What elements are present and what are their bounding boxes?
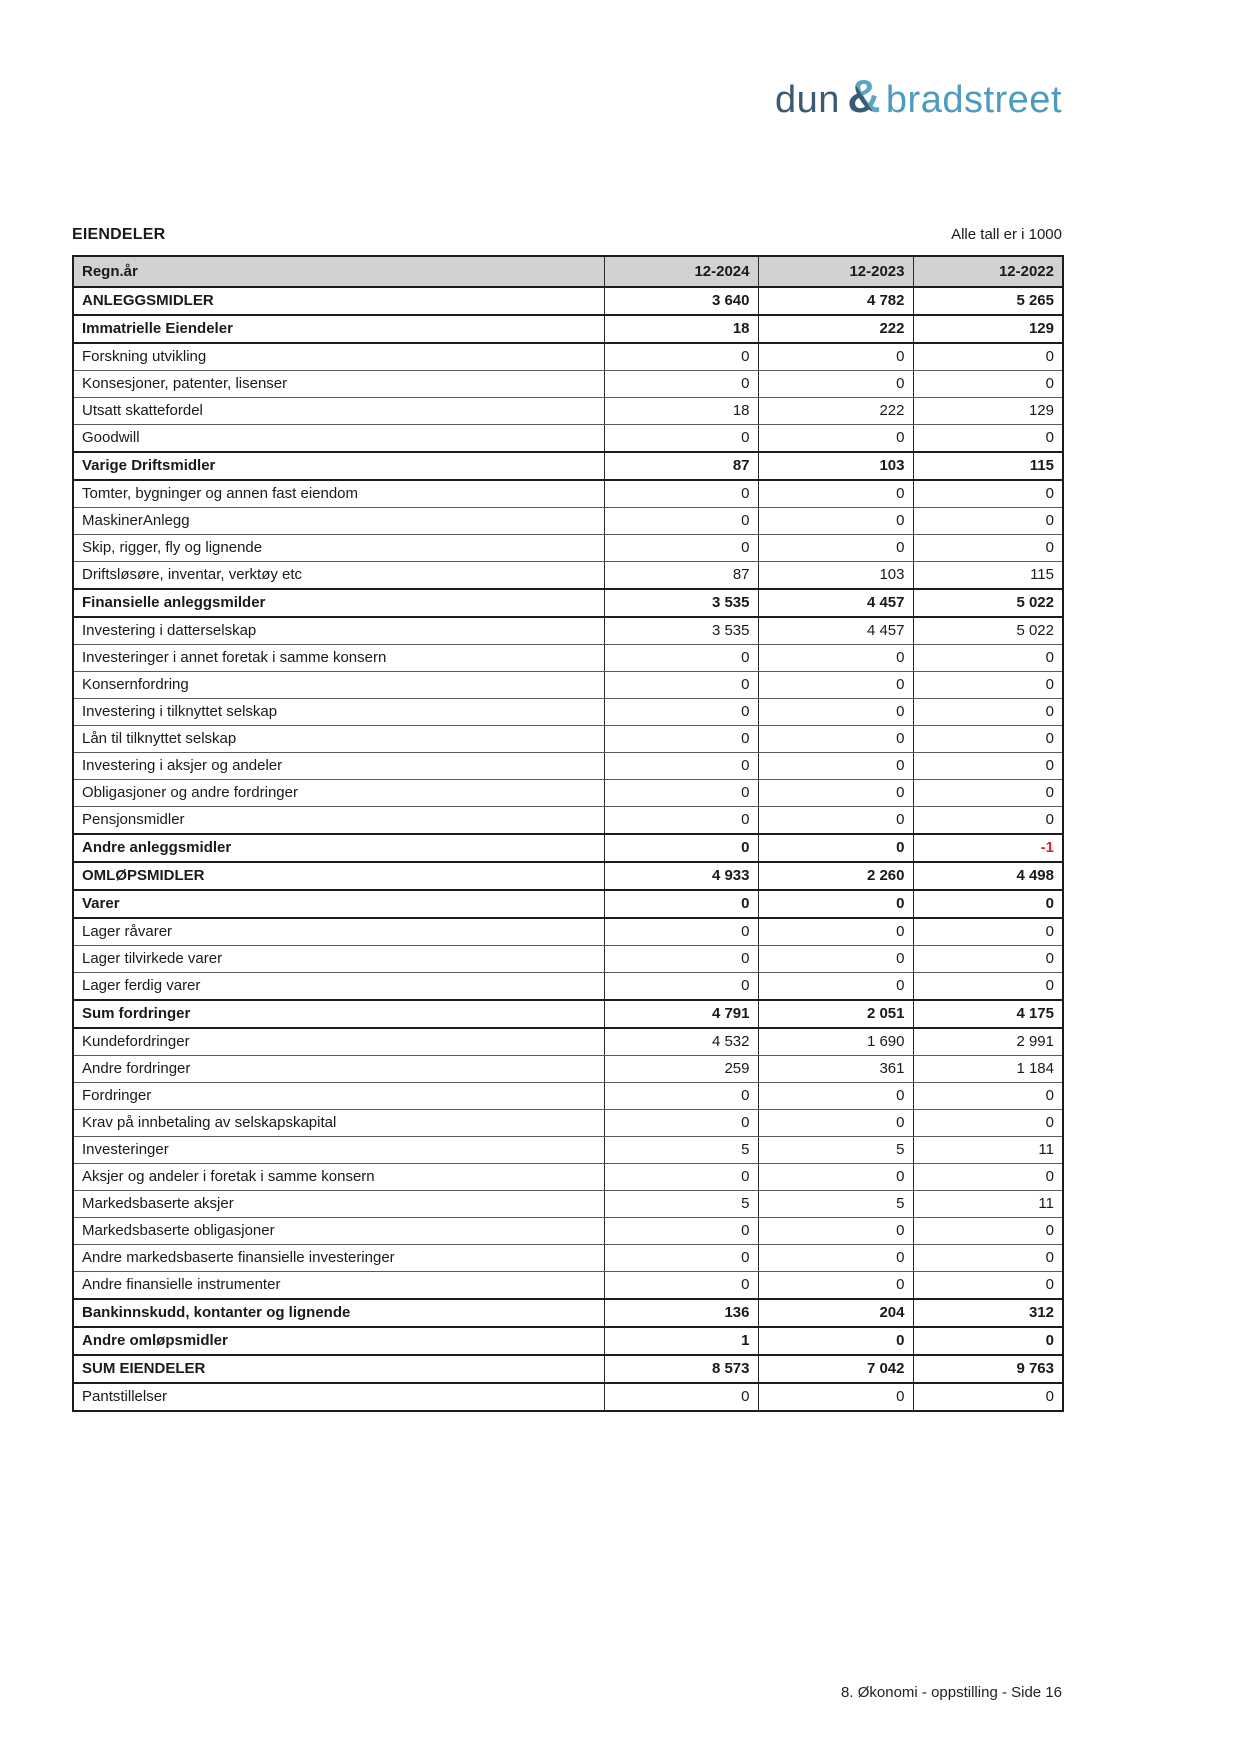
cell-value: 0 [604,508,758,535]
table-row [73,1383,1063,1411]
cell-value: 0 [604,726,758,753]
table-row [73,753,1063,780]
cell-value: 0 [913,780,1063,807]
row-label: Andre finansielle instrumenter [73,1272,604,1300]
table-row [73,315,1063,343]
cell-value: 222 [758,315,913,343]
cell-value: 0 [758,645,913,672]
cell-value: 0 [604,480,758,508]
cell-value: 0 [758,425,913,453]
table-row [73,287,1063,315]
row-label: Markedsbaserte aksjer [73,1191,604,1218]
cell-value: 7 042 [758,1355,913,1383]
table-row [73,343,1063,371]
cell-value: 0 [758,672,913,699]
cell-value: 0 [604,1164,758,1191]
cell-value: 115 [913,452,1063,480]
cell-value: 0 [604,973,758,1001]
cell-value: 204 [758,1299,913,1327]
column-header-2022: 12-2022 [913,256,1063,287]
table-row [73,807,1063,835]
table-row [73,1028,1063,1056]
cell-value: 129 [913,398,1063,425]
cell-value: 0 [913,1083,1063,1110]
cell-value: 0 [604,1245,758,1272]
cell-value: 0 [758,1383,913,1411]
cell-value: 5 [604,1191,758,1218]
row-label: Andre omløpsmidler [73,1327,604,1355]
cell-value: 4 933 [604,862,758,890]
row-label: Pantstillelser [73,1383,604,1411]
cell-value: 4 457 [758,617,913,645]
table-row [73,946,1063,973]
row-label: Bankinnskudd, kontanter og lignende [73,1299,604,1327]
row-label: Andre markedsbaserte finansielle investeringer [73,1245,604,1272]
cell-value: 0 [604,699,758,726]
cell-value: 18 [604,315,758,343]
column-header-regnar: Regn.år [73,256,604,287]
cell-value: 361 [758,1056,913,1083]
row-label: MaskinerAnlegg [73,508,604,535]
column-header-2023: 12-2023 [758,256,913,287]
cell-value: 0 [604,672,758,699]
cell-value: 1 184 [913,1056,1063,1083]
row-label: Varer [73,890,604,918]
cell-value: 3 535 [604,617,758,645]
table-row [73,508,1063,535]
cell-value: 0 [913,343,1063,371]
cell-value: 0 [604,946,758,973]
row-label: Konsernfordring [73,672,604,699]
cell-value: 0 [913,699,1063,726]
row-label: Investering i aksjer og andeler [73,753,604,780]
row-label: Lager ferdig varer [73,973,604,1001]
row-label: Konsesjoner, patenter, lisenser [73,371,604,398]
cell-value: 0 [913,1164,1063,1191]
cell-value: 18 [604,398,758,425]
cell-value: 0 [758,807,913,835]
cell-value: 0 [758,1083,913,1110]
cell-value: 0 [913,726,1063,753]
cell-value: 0 [913,973,1063,1001]
row-label: Pensjonsmidler [73,807,604,835]
table-body [73,287,1063,1411]
cell-value: 259 [604,1056,758,1083]
cell-value: 0 [604,645,758,672]
cell-value: 2 991 [913,1028,1063,1056]
table-row [73,1110,1063,1137]
svg-text:&: & [847,74,881,122]
table-row [73,480,1063,508]
cell-value: 0 [604,753,758,780]
cell-value: 0 [604,780,758,807]
cell-value: 0 [758,973,913,1001]
cell-value: 0 [913,1327,1063,1355]
table-row [73,452,1063,480]
cell-value: 0 [758,371,913,398]
cell-value: 0 [913,480,1063,508]
cell-value: 0 [913,1218,1063,1245]
cell-value: 0 [604,1383,758,1411]
cell-value: 0 [604,1272,758,1300]
cell-value: 87 [604,562,758,590]
cell-value: 0 [604,807,758,835]
cell-value: 3 535 [604,589,758,617]
cell-value: 0 [758,1218,913,1245]
cell-value: 103 [758,562,913,590]
cell-value: 9 763 [913,1355,1063,1383]
cell-value: 5 [604,1137,758,1164]
cell-value: 8 573 [604,1355,758,1383]
cell-value: 5 [758,1137,913,1164]
table-row [73,1245,1063,1272]
table-row [73,1327,1063,1355]
cell-value: 0 [913,672,1063,699]
cell-value: 0 [758,1164,913,1191]
cell-value: 2 051 [758,1000,913,1028]
cell-value: 0 [913,535,1063,562]
cell-value: 0 [758,918,913,946]
cell-value: 1 690 [758,1028,913,1056]
table-row [73,1191,1063,1218]
table-row [73,371,1063,398]
row-label: Kundefordringer [73,1028,604,1056]
table-row [73,1299,1063,1327]
cell-value: 4 791 [604,1000,758,1028]
row-label: Forskning utvikling [73,343,604,371]
row-label: Krav på innbetaling av selskapskapital [73,1110,604,1137]
table-row [73,1164,1063,1191]
cell-value: 0 [604,918,758,946]
logo-text-bradstreet: bradstreet [885,79,1062,121]
row-label: Fordringer [73,1083,604,1110]
cell-value: 0 [913,890,1063,918]
row-label: Tomter, bygninger og annen fast eiendom [73,480,604,508]
table-row [73,890,1063,918]
cell-value: 0 [913,508,1063,535]
table-row [73,699,1063,726]
cell-value: 0 [758,753,913,780]
cell-value: 0 [604,890,758,918]
table-row [73,589,1063,617]
cell-value: 0 [913,645,1063,672]
cell-value: 0 [758,946,913,973]
table-row [73,973,1063,1001]
table-row [73,1056,1063,1083]
row-label: Markedsbaserte obligasjoner [73,1218,604,1245]
table-row [73,398,1063,425]
row-label: Aksjer og andeler i foretak i samme konsern [73,1164,604,1191]
row-label: Immatrielle Eiendeler [73,315,604,343]
row-label: OMLØPSMIDLER [73,862,604,890]
cell-value: 5 022 [913,617,1063,645]
row-label: SUM EIENDELER [73,1355,604,1383]
table-row [73,425,1063,453]
cell-value: 5 022 [913,589,1063,617]
cell-value: 0 [913,807,1063,835]
row-label: Utsatt skattefordel [73,398,604,425]
table-row [73,562,1063,590]
financial-table [72,255,1064,1412]
cell-value: 11 [913,1137,1063,1164]
row-label: Lån til tilknyttet selskap [73,726,604,753]
cell-value: 1 [604,1327,758,1355]
table-header-row [73,256,1063,287]
table-row [73,1137,1063,1164]
cell-value: 4 175 [913,1000,1063,1028]
cell-value: 0 [913,753,1063,780]
cell-value: -1 [913,834,1063,862]
cell-value: 0 [758,343,913,371]
cell-value: 3 640 [604,287,758,315]
cell-value: 4 782 [758,287,913,315]
cell-value: 0 [604,1110,758,1137]
cell-value: 0 [913,918,1063,946]
table-row [73,1000,1063,1028]
table-row [73,834,1063,862]
cell-value: 0 [604,1083,758,1110]
table-row [73,645,1063,672]
cell-value: 0 [604,371,758,398]
row-label: Andre anleggsmidler [73,834,604,862]
cell-value: 0 [758,699,913,726]
cell-value: 103 [758,452,913,480]
row-label: Andre fordringer [73,1056,604,1083]
cell-value: 0 [604,1218,758,1245]
cell-value: 0 [758,1272,913,1300]
cell-value: 4 498 [913,862,1063,890]
row-label: Driftsløsøre, inventar, verktøy etc [73,562,604,590]
row-label: ANLEGGSMIDLER [73,287,604,315]
units-note: Alle tall er i 1000 [951,226,1062,243]
row-label: Sum fordringer [73,1000,604,1028]
cell-value: 0 [913,1272,1063,1300]
row-label: Finansielle anleggsmilder [73,589,604,617]
cell-value: 0 [758,480,913,508]
table-row [73,862,1063,890]
cell-value: 0 [604,343,758,371]
cell-value: 5 [758,1191,913,1218]
cell-value: 0 [758,834,913,862]
table-row [73,1355,1063,1383]
cell-value: 0 [758,508,913,535]
cell-value: 11 [913,1191,1063,1218]
column-header-2024: 12-2024 [604,256,758,287]
cell-value: 4 457 [758,589,913,617]
cell-value: 0 [913,425,1063,453]
cell-value: 0 [758,1245,913,1272]
cell-value: 0 [913,1110,1063,1137]
cell-value: 222 [758,398,913,425]
row-label: Skip, rigger, fly og lignende [73,535,604,562]
cell-value: 0 [758,726,913,753]
cell-value: 115 [913,562,1063,590]
cell-value: 0 [758,1327,913,1355]
cell-value: 5 265 [913,287,1063,315]
page-footer: 8. Økonomi - oppstilling - Side 16 [841,1684,1062,1701]
table-row [73,726,1063,753]
cell-value: 312 [913,1299,1063,1327]
row-label: Goodwill [73,425,604,453]
cell-value: 0 [913,946,1063,973]
table-row [73,1083,1063,1110]
dun-bradstreet-logo [775,74,1062,126]
cell-value: 0 [604,425,758,453]
cell-value: 0 [913,371,1063,398]
page-title: EIENDELER [72,226,166,243]
financial-table-container [72,255,1062,1412]
table-row [73,918,1063,946]
cell-value: 0 [913,1245,1063,1272]
table-row [73,535,1063,562]
cell-value: 0 [758,535,913,562]
cell-value: 0 [758,890,913,918]
row-label: Lager råvarer [73,918,604,946]
section-header [72,226,1062,244]
cell-value: 4 532 [604,1028,758,1056]
cell-value: 87 [604,452,758,480]
cell-value: 0 [604,535,758,562]
row-label: Obligasjoner og andre fordringer [73,780,604,807]
row-label: Investering i tilknyttet selskap [73,699,604,726]
table-row [73,1218,1063,1245]
table-row [73,617,1063,645]
cell-value: 136 [604,1299,758,1327]
cell-value: 0 [758,1110,913,1137]
cell-value: 2 260 [758,862,913,890]
row-label: Investeringer i annet foretak i samme konsern [73,645,604,672]
logo-text-dun: dun [775,79,840,121]
table-row [73,672,1063,699]
cell-value: 0 [604,834,758,862]
table-row [73,1272,1063,1300]
cell-value: 0 [913,1383,1063,1411]
row-label: Investeringer [73,1137,604,1164]
table-row [73,780,1063,807]
cell-value: 0 [758,780,913,807]
cell-value: 129 [913,315,1063,343]
row-label: Varige Driftsmidler [73,452,604,480]
row-label: Lager tilvirkede varer [73,946,604,973]
ampersand-logo-icon [841,74,887,126]
row-label: Investering i datterselskap [73,617,604,645]
